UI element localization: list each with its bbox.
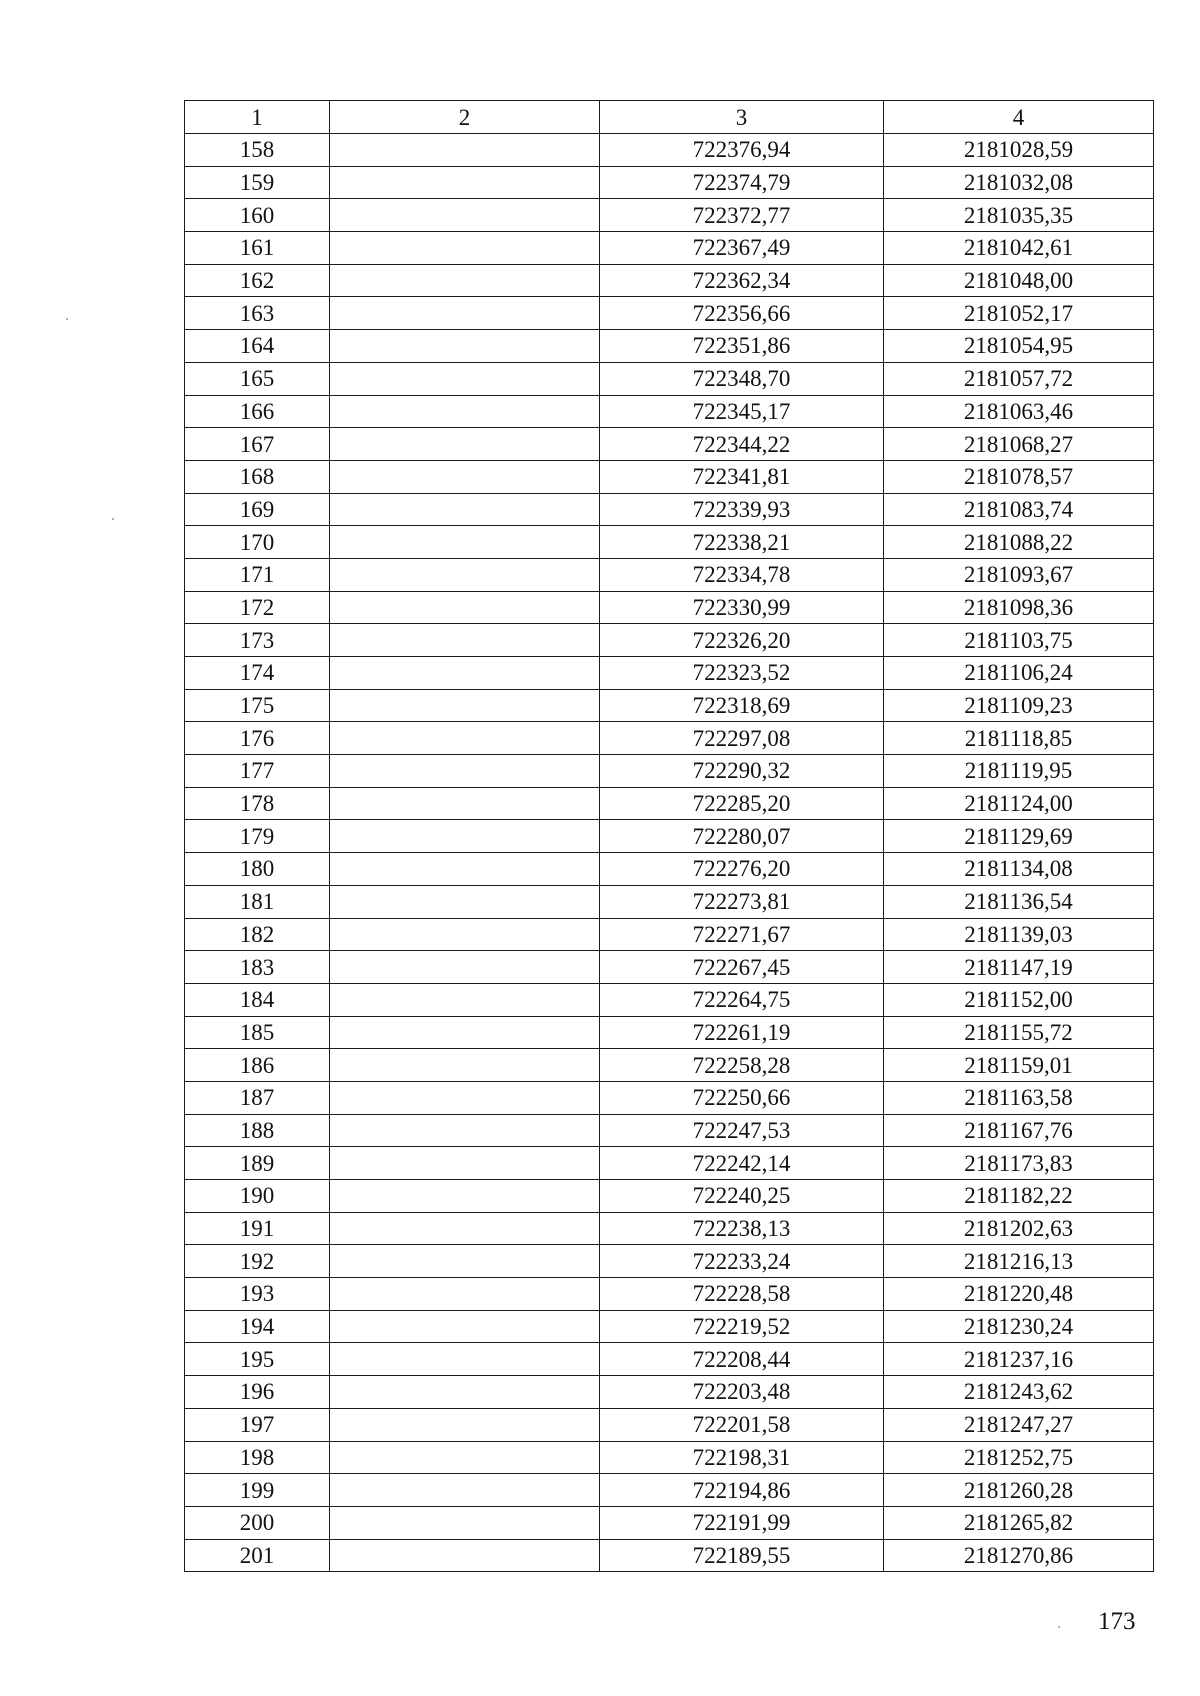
point-number-cell: 160 — [185, 199, 330, 232]
x-coordinate-cell: 722240,25 — [600, 1180, 884, 1213]
description-cell — [330, 1081, 600, 1114]
table-row — [185, 1245, 1154, 1278]
table-row — [185, 493, 1154, 526]
description-cell — [330, 395, 600, 428]
description-cell — [330, 493, 600, 526]
description-cell — [330, 362, 600, 395]
y-coordinate-cell: 2181054,95 — [884, 330, 1154, 363]
y-coordinate-cell: 2181109,23 — [884, 689, 1154, 722]
point-number-cell: 169 — [185, 493, 330, 526]
point-number-cell: 158 — [185, 134, 330, 167]
point-number-cell: 177 — [185, 755, 330, 788]
scan-speck — [66, 318, 68, 320]
y-coordinate-cell: 2181088,22 — [884, 526, 1154, 559]
point-number-cell: 199 — [185, 1474, 330, 1507]
x-coordinate-cell: 722250,66 — [600, 1081, 884, 1114]
y-coordinate-cell: 2181035,35 — [884, 199, 1154, 232]
y-coordinate-cell: 2181136,54 — [884, 885, 1154, 918]
scan-speck — [112, 518, 114, 520]
table-row — [185, 460, 1154, 493]
x-coordinate-cell: 722264,75 — [600, 983, 884, 1016]
point-number-cell: 180 — [185, 853, 330, 886]
y-coordinate-cell: 2181237,16 — [884, 1343, 1154, 1376]
scan-speck — [1058, 1626, 1060, 1628]
x-coordinate-cell: 722228,58 — [600, 1278, 884, 1311]
x-coordinate-cell: 722323,52 — [600, 657, 884, 690]
description-cell — [330, 1245, 600, 1278]
table-row — [185, 918, 1154, 951]
x-coordinate-cell: 722189,55 — [600, 1539, 884, 1572]
point-number-cell: 179 — [185, 820, 330, 853]
point-number-cell: 197 — [185, 1408, 330, 1441]
description-cell — [330, 1506, 600, 1539]
point-number-cell: 192 — [185, 1245, 330, 1278]
table-row — [185, 1343, 1154, 1376]
x-coordinate-cell: 722345,17 — [600, 395, 884, 428]
x-coordinate-cell: 722191,99 — [600, 1506, 884, 1539]
x-coordinate-cell: 722374,79 — [600, 166, 884, 199]
y-coordinate-cell: 2181182,22 — [884, 1180, 1154, 1213]
point-number-cell: 178 — [185, 787, 330, 820]
x-coordinate-cell: 722247,53 — [600, 1114, 884, 1147]
description-cell — [330, 330, 600, 363]
description-cell — [330, 232, 600, 265]
x-coordinate-cell: 722356,66 — [600, 297, 884, 330]
description-cell — [330, 297, 600, 330]
description-cell — [330, 820, 600, 853]
point-number-cell: 162 — [185, 264, 330, 297]
table-row — [185, 657, 1154, 690]
y-coordinate-cell: 2181252,75 — [884, 1441, 1154, 1474]
point-number-cell: 184 — [185, 983, 330, 1016]
point-number-cell: 190 — [185, 1180, 330, 1213]
description-cell — [330, 918, 600, 951]
x-coordinate-cell: 722290,32 — [600, 755, 884, 788]
y-coordinate-cell: 2181093,67 — [884, 558, 1154, 591]
x-coordinate-cell: 722258,28 — [600, 1049, 884, 1082]
y-coordinate-cell: 2181270,86 — [884, 1539, 1154, 1572]
x-coordinate-cell: 722338,21 — [600, 526, 884, 559]
point-number-cell: 195 — [185, 1343, 330, 1376]
description-cell — [330, 1408, 600, 1441]
y-coordinate-cell: 2181167,76 — [884, 1114, 1154, 1147]
point-number-cell: 189 — [185, 1147, 330, 1180]
y-coordinate-cell: 2181163,58 — [884, 1081, 1154, 1114]
table-row — [185, 1147, 1154, 1180]
table-row — [185, 722, 1154, 755]
x-coordinate-cell: 722233,24 — [600, 1245, 884, 1278]
table-row — [185, 885, 1154, 918]
description-cell — [330, 689, 600, 722]
x-coordinate-cell: 722344,22 — [600, 428, 884, 461]
table-row — [185, 1474, 1154, 1507]
point-number-cell: 182 — [185, 918, 330, 951]
table-row — [185, 1081, 1154, 1114]
point-number-cell: 188 — [185, 1114, 330, 1147]
y-coordinate-cell: 2181173,83 — [884, 1147, 1154, 1180]
table-row — [185, 134, 1154, 167]
table-row — [185, 755, 1154, 788]
table-row — [185, 787, 1154, 820]
table-row — [185, 689, 1154, 722]
x-coordinate-cell: 722330,99 — [600, 591, 884, 624]
description-cell — [330, 1114, 600, 1147]
table-row — [185, 1310, 1154, 1343]
description-cell — [330, 199, 600, 232]
point-number-cell: 198 — [185, 1441, 330, 1474]
y-coordinate-cell: 2181048,00 — [884, 264, 1154, 297]
table-row — [185, 1016, 1154, 1049]
table-row — [185, 1049, 1154, 1082]
table-row — [185, 1408, 1154, 1441]
y-coordinate-cell: 2181220,48 — [884, 1278, 1154, 1311]
y-coordinate-cell: 2181216,13 — [884, 1245, 1154, 1278]
table-row — [185, 1506, 1154, 1539]
x-coordinate-cell: 722341,81 — [600, 460, 884, 493]
table-row — [185, 1376, 1154, 1409]
x-coordinate-cell: 722348,70 — [600, 362, 884, 395]
x-coordinate-cell: 722376,94 — [600, 134, 884, 167]
table-row — [185, 526, 1154, 559]
description-cell — [330, 264, 600, 297]
description-cell — [330, 983, 600, 1016]
description-cell — [330, 166, 600, 199]
description-cell — [330, 526, 600, 559]
description-cell — [330, 951, 600, 984]
y-coordinate-cell: 2181028,59 — [884, 134, 1154, 167]
table-row — [185, 1278, 1154, 1311]
y-coordinate-cell: 2181119,95 — [884, 755, 1154, 788]
page-number: 173 — [1098, 1608, 1136, 1635]
point-number-cell: 173 — [185, 624, 330, 657]
table-row — [185, 297, 1154, 330]
x-coordinate-cell: 722271,67 — [600, 918, 884, 951]
description-cell — [330, 1180, 600, 1213]
table-row — [185, 820, 1154, 853]
x-coordinate-cell: 722198,31 — [600, 1441, 884, 1474]
point-number-cell: 166 — [185, 395, 330, 428]
point-number-cell: 170 — [185, 526, 330, 559]
description-cell — [330, 591, 600, 624]
point-number-cell: 165 — [185, 362, 330, 395]
point-number-cell: 161 — [185, 232, 330, 265]
x-coordinate-cell: 722334,78 — [600, 558, 884, 591]
point-number-cell: 159 — [185, 166, 330, 199]
y-coordinate-cell: 2181106,24 — [884, 657, 1154, 690]
table-row — [185, 264, 1154, 297]
x-coordinate-cell: 722351,86 — [600, 330, 884, 363]
table-row — [185, 951, 1154, 984]
y-coordinate-cell: 2181042,61 — [884, 232, 1154, 265]
description-cell — [330, 624, 600, 657]
description-cell — [330, 722, 600, 755]
x-coordinate-cell: 722208,44 — [600, 1343, 884, 1376]
description-cell — [330, 134, 600, 167]
column-header-3: 3 — [600, 101, 884, 134]
description-cell — [330, 885, 600, 918]
point-number-cell: 175 — [185, 689, 330, 722]
table-row — [185, 1441, 1154, 1474]
column-header-2: 2 — [330, 101, 600, 134]
point-number-cell: 168 — [185, 460, 330, 493]
y-coordinate-cell: 2181078,57 — [884, 460, 1154, 493]
description-cell — [330, 558, 600, 591]
point-number-cell: 183 — [185, 951, 330, 984]
table-row — [185, 558, 1154, 591]
description-cell — [330, 1539, 600, 1572]
table-row — [185, 591, 1154, 624]
description-cell — [330, 428, 600, 461]
description-cell — [330, 657, 600, 690]
point-number-cell: 185 — [185, 1016, 330, 1049]
x-coordinate-cell: 722318,69 — [600, 689, 884, 722]
description-cell — [330, 1474, 600, 1507]
x-coordinate-cell: 722267,45 — [600, 951, 884, 984]
header-row — [185, 101, 1154, 134]
y-coordinate-cell: 2181155,72 — [884, 1016, 1154, 1049]
x-coordinate-cell: 722201,58 — [600, 1408, 884, 1441]
y-coordinate-cell: 2181052,17 — [884, 297, 1154, 330]
y-coordinate-cell: 2181118,85 — [884, 722, 1154, 755]
y-coordinate-cell: 2181230,24 — [884, 1310, 1154, 1343]
y-coordinate-cell: 2181098,36 — [884, 591, 1154, 624]
point-number-cell: 163 — [185, 297, 330, 330]
description-cell — [330, 755, 600, 788]
x-coordinate-cell: 722273,81 — [600, 885, 884, 918]
point-number-cell: 187 — [185, 1081, 330, 1114]
table-row — [185, 166, 1154, 199]
y-coordinate-cell: 2181103,75 — [884, 624, 1154, 657]
x-coordinate-cell: 722372,77 — [600, 199, 884, 232]
point-number-cell: 176 — [185, 722, 330, 755]
point-number-cell: 196 — [185, 1376, 330, 1409]
table-row — [185, 428, 1154, 461]
table-row — [185, 395, 1154, 428]
point-number-cell: 194 — [185, 1310, 330, 1343]
column-header-1: 1 — [185, 101, 330, 134]
x-coordinate-cell: 722339,93 — [600, 493, 884, 526]
point-number-cell: 191 — [185, 1212, 330, 1245]
y-coordinate-cell: 2181083,74 — [884, 493, 1154, 526]
description-cell — [330, 1049, 600, 1082]
description-cell — [330, 1147, 600, 1180]
y-coordinate-cell: 2181129,69 — [884, 820, 1154, 853]
y-coordinate-cell: 2181152,00 — [884, 983, 1154, 1016]
y-coordinate-cell: 2181057,72 — [884, 362, 1154, 395]
table-row — [185, 1180, 1154, 1213]
point-number-cell: 186 — [185, 1049, 330, 1082]
y-coordinate-cell: 2181247,27 — [884, 1408, 1154, 1441]
x-coordinate-cell: 722367,49 — [600, 232, 884, 265]
y-coordinate-cell: 2181139,03 — [884, 918, 1154, 951]
point-number-cell: 164 — [185, 330, 330, 363]
x-coordinate-cell: 722203,48 — [600, 1376, 884, 1409]
table-row — [185, 232, 1154, 265]
x-coordinate-cell: 722242,14 — [600, 1147, 884, 1180]
table-row — [185, 1539, 1154, 1572]
y-coordinate-cell: 2181265,82 — [884, 1506, 1154, 1539]
table-body — [185, 134, 1154, 1572]
x-coordinate-cell: 722297,08 — [600, 722, 884, 755]
x-coordinate-cell: 722261,19 — [600, 1016, 884, 1049]
y-coordinate-cell: 2181032,08 — [884, 166, 1154, 199]
table-row — [185, 983, 1154, 1016]
y-coordinate-cell: 2181124,00 — [884, 787, 1154, 820]
table-row — [185, 853, 1154, 886]
point-number-cell: 174 — [185, 657, 330, 690]
point-number-cell: 167 — [185, 428, 330, 461]
point-number-cell: 172 — [185, 591, 330, 624]
description-cell — [330, 1310, 600, 1343]
table-row — [185, 330, 1154, 363]
x-coordinate-cell: 722276,20 — [600, 853, 884, 886]
y-coordinate-cell: 2181159,01 — [884, 1049, 1154, 1082]
coordinates-table — [184, 100, 1154, 1572]
description-cell — [330, 460, 600, 493]
x-coordinate-cell: 722326,20 — [600, 624, 884, 657]
description-cell — [330, 1343, 600, 1376]
y-coordinate-cell: 2181147,19 — [884, 951, 1154, 984]
point-number-cell: 201 — [185, 1539, 330, 1572]
table-header — [185, 101, 1154, 134]
point-number-cell: 200 — [185, 1506, 330, 1539]
x-coordinate-cell: 722194,86 — [600, 1474, 884, 1507]
table-row — [185, 624, 1154, 657]
table-row — [185, 1212, 1154, 1245]
table-row — [185, 362, 1154, 395]
point-number-cell: 171 — [185, 558, 330, 591]
description-cell — [330, 853, 600, 886]
column-header-4: 4 — [884, 101, 1154, 134]
table-row — [185, 1114, 1154, 1147]
y-coordinate-cell: 2181243,62 — [884, 1376, 1154, 1409]
y-coordinate-cell: 2181068,27 — [884, 428, 1154, 461]
description-cell — [330, 1278, 600, 1311]
y-coordinate-cell: 2181134,08 — [884, 853, 1154, 886]
description-cell — [330, 1212, 600, 1245]
y-coordinate-cell: 2181260,28 — [884, 1474, 1154, 1507]
x-coordinate-cell: 722219,52 — [600, 1310, 884, 1343]
x-coordinate-cell: 722362,34 — [600, 264, 884, 297]
x-coordinate-cell: 722280,07 — [600, 820, 884, 853]
x-coordinate-cell: 722238,13 — [600, 1212, 884, 1245]
y-coordinate-cell: 2181202,63 — [884, 1212, 1154, 1245]
y-coordinate-cell: 2181063,46 — [884, 395, 1154, 428]
x-coordinate-cell: 722285,20 — [600, 787, 884, 820]
point-number-cell: 193 — [185, 1278, 330, 1311]
description-cell — [330, 1376, 600, 1409]
description-cell — [330, 1016, 600, 1049]
table-row — [185, 199, 1154, 232]
point-number-cell: 181 — [185, 885, 330, 918]
description-cell — [330, 1441, 600, 1474]
description-cell — [330, 787, 600, 820]
